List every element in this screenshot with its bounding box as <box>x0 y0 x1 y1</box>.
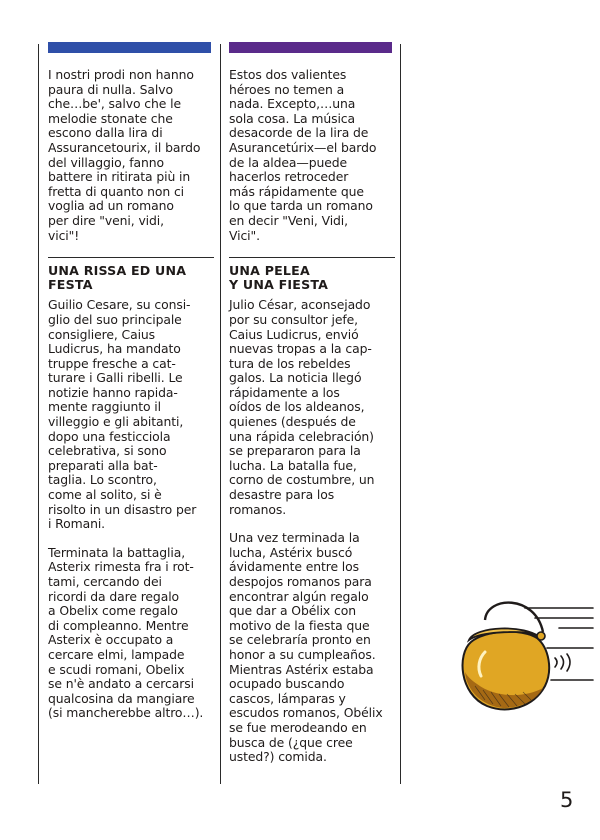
spanish-paragraph-1: Julio César, aconsejado por su consultor jefe, Caius Ludicrus, envió nuevas tropas a la cap- tura de los rebeldes galos. La noticia llegó rápidamente a los oídos de los aldeanos, quienes (después de una rápida celebración) se prepararon para la lucha. La batalla fue, corno de costumbre, un desastre para los romanos. <box>229 297 375 517</box>
italian-color-bar <box>48 42 211 53</box>
spanish-color-bar <box>229 42 392 53</box>
column-rule-right <box>400 44 401 784</box>
column-rule-middle <box>220 44 221 784</box>
italian-paragraph-2: Terminata la battaglia, Asterix rimesta fra i rot- tami, cercando dei ricordi da dare regalo a Obelix come regalo di compleanno. Mentre Asterix è occupato a cercare elmi, lampade e scudi romani, Obelix se n'è andato a cercarsi qualcosina da mangiare (si mancherebbe altro…). <box>48 544 204 721</box>
spanish-column <box>229 68 395 765</box>
spanish-divider <box>229 257 395 258</box>
italian-intro: I nostri prodi non hanno paura di nulla. Salvo che…be', salvo che le melodie stonate che escono dalla lira di Assurancetourix, il bardo del villaggio, fanno battere in ritirata più in fretta di quanto non ci voglia ad un romano per dire "veni, vidi, vici"! <box>48 67 201 243</box>
column-rule-left <box>38 44 39 784</box>
italian-paragraph-1: Guilio Cesare, su consi- glio del suo principale consigliere, Caius Ludicrus, ha mandato truppe fresche a cat- turare i Galli ribelli. Le notizie hanno rapida- mente raggiunto il villeggio e gli abitanti, dopo una festicciola celebrativa, si sono preparati alla bat- taglia. Lo scontro, come al solito, si è risolto in un disastro per i Romani. <box>48 297 197 532</box>
italian-divider <box>48 257 214 258</box>
page-number: 5 <box>560 788 574 812</box>
spanish-paragraph-2: Una vez terminada la lucha, Astérix buscó ávidamente entre los despojos romanos para encontrar algún regalo que dar a Obélix con motivo de la fiesta que se celebraría pronto en honor a su cumpleaños. Mientras Astérix estaba ocupado buscando cascos, lámparas y escudos romanos, Obélix se fue merodeando en busca de (¿que cree usted?) comida. <box>229 530 383 765</box>
italian-column <box>48 68 214 721</box>
cauldron-icon <box>455 588 595 718</box>
spanish-intro: Estos dos valientes héroes no temen a nada. Excepto,…una sola cosa. La música desacorde de la lira de Asurancetúrix—el bardo de la aldea—puede hacerlos retroceder más rápidamente que lo que tarda un romano en decir "Veni, Vidi, Vici". <box>229 67 377 243</box>
italian-heading: UNA RISSA ED UNA FESTA <box>48 263 187 292</box>
spanish-heading: UNA PELEA Y UNA FIESTA <box>229 263 329 292</box>
